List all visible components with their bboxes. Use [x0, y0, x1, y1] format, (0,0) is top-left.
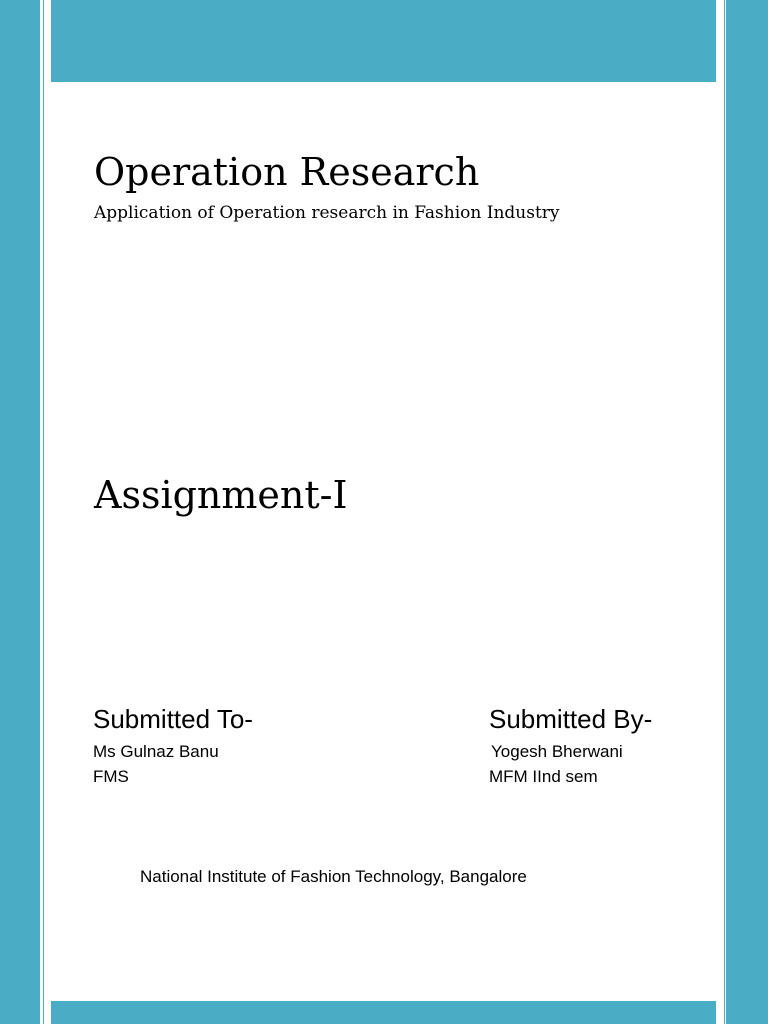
submitted-to-heading: Submitted To- — [93, 704, 253, 734]
left-border-line — [43, 0, 44, 1024]
submitted-by-heading: Submitted By- — [489, 704, 653, 734]
header-band — [51, 0, 716, 82]
right-border-bar — [726, 0, 768, 1024]
submitted-by-detail: MFM IInd sem — [489, 767, 598, 786]
submitted-to-name: Ms Gulnaz Banu — [93, 742, 219, 761]
institute-name: National Institute of Fashion Technology, Bangalore — [140, 867, 527, 886]
left-border-bar — [0, 0, 40, 1024]
assignment-heading: Assignment-I — [94, 473, 348, 517]
document-title: Operation Research — [94, 150, 480, 194]
right-border-line — [724, 0, 725, 1024]
submitted-by-name: Yogesh Bherwani — [491, 742, 623, 761]
footer-band — [51, 1001, 716, 1024]
submitted-to-detail: FMS — [93, 767, 129, 786]
document-subtitle: Application of Operation research in Fashion Industry — [94, 203, 560, 223]
